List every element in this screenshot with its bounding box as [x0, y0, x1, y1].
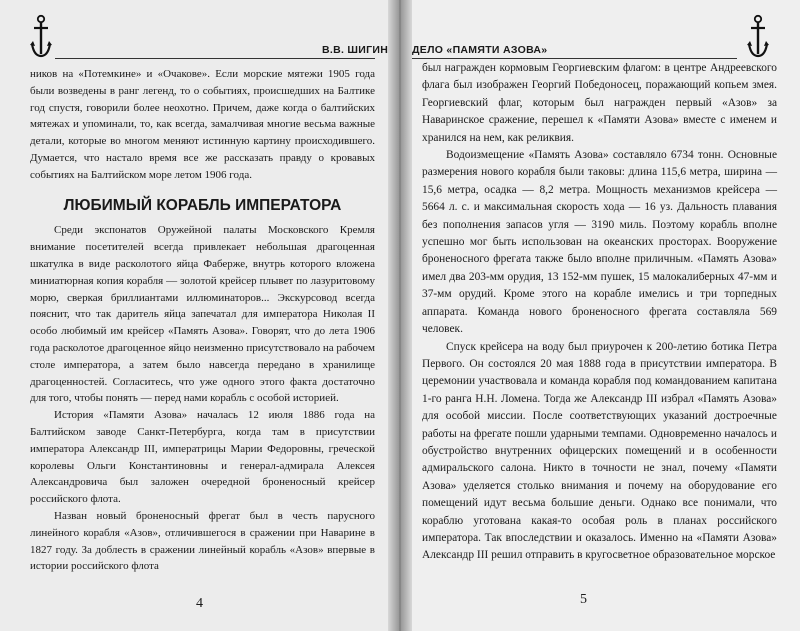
paragraph: Среди экспонатов Оружейной палаты Московского Кремля внимание посетителей всегда привлекает небольшая драгоценная шкатулка в виде расколотого яйца Фаберже, внутрь которого вложена миниатюрная копия корабля — золотой крейсер плывет по лазуритовому морю, сверкая бриллиантами иллюминаторов... Экскурсовод всегда пояснит, что так даритель яйца запечатал для императора Николая II особо любимый им крейсер «Память Азова». Говорят, что до лета 1906 года расколотое драгоценное яйцо неизменно присутствовало на рабочем столе императора, а затем было навсегда передано в хранилище драгоценностей. Согласитесь, что уже одного этого факта достаточно для того, чтобы понять — перед нами корабль с особой историей.: [30, 224, 375, 405]
paragraph: История «Памяти Азова» началась 12 июля 1886 года на Балтийском заводе Санкт-Петербурга, когда там в присутствии императора Александр III, императрицы Марии Федоровны, греческой королевы Ольги Константиновны и генерал-адмирала Алексея Александровича был заложен очередной броненосный крейсер российского флота.: [30, 409, 375, 506]
left-page: [0, 0, 398, 631]
right-page-text: [422, 60, 777, 565]
book-spine-gutter: [388, 0, 412, 631]
paragraph: Назван новый броненосный фрегат был в честь парусного линейного корабля «Азов», отличившегося в сражении при Наварине в 1827 году. За доблесть в сражении линейный корабль «Азов» впервые в истории российского флота: [30, 509, 375, 573]
anchor-icon: [30, 14, 52, 60]
paragraph: ников на «Потемкине» и «Очакове». Если морские мятежи 1905 года были возведены в ранг легенд, то о событиях, происшедших на Балтике год спустя, говорили более неохотно. Причем, даже когда о балтийских мятежах и упоминали, то, как всегда, замалчивая многие весьма важные детали, которые во многом меняют истинную картину происходившего. Думается, что настало время все же рассказать правду о кровавых событиях на Балтийском море летом 1906 года.: [30, 68, 375, 181]
right-page: [402, 0, 800, 631]
anchor-icon: [747, 14, 769, 60]
left-page-text: [30, 66, 375, 575]
running-header-title: ДЕЛО «ПАМЯТИ АЗОВА»: [412, 44, 548, 56]
paragraph: Водоизмещение «Память Азова» составляло 6734 тонн. Основные размерения нового корабля были таковы: длина 115,6 метра, ширина — 15,6 метра, осадка — 8,2 метра. Мощность механизмов крейсера — 5664 л. с. и максимальная скорость хода — 16 уз. Дальность плавания без пополнения запасов угля — 3190 миль. Поэтому корабль вполне успешно мог быть использован на океанских просторах. Вооружение броненосного фрегата также было вполне приличным. «Память Азова» имел два 203-мм орудия, 13 152-мм пушек, 15 малокалиберных 47-мм и 37-мм орудий. Кроме этого на корабле имелись и три торпедных аппарата. Команда нового броненосного фрегата составляла 569 человек.: [422, 149, 777, 336]
header-rule: [412, 58, 737, 59]
page-number: 4: [196, 596, 203, 611]
paragraph: Спуск крейсера на воду был приурочен к 200-летию ботика Петра Первого. Он состоялся 20 мая 1888 года в присутствии императора. В церемонии участвовала и команда корабля под командованием капитана 1-го ранга Н.Н. Ломена. Тогда же Александр III избрал «Память Азова» для особой миссии. После соответствующих указаний достроечные работы на фрегате пошли ударными темпами. Одновременно началось и обустройство внутренних офицерских помещений и в особенности адмиральского салона. Никто в точности не знал, почему «Памяти Азова» уделяется столько внимания и почему на оборудование его помещений идут весьма большие деньги. Однако все понимали, что кораблю уготована какая-то особая роль в планах российского императора. Так впоследствии и оказалось. Именно на «Памяти Азова» Александр III решил отправить в кругосветное образовательное морское: [422, 340, 777, 562]
page-number: 5: [580, 592, 587, 607]
running-header-author: В.В. ШИГИН: [322, 44, 389, 56]
header-rule: [55, 58, 375, 59]
paragraph: был награжден кормовым Георгиевским флагом: в центре Андреевского флага был изображен Георгий Победоносец, поражающий копьем змея. Георгиевский флаг, которым был награжден первый «Азов» за Наваринское сражение, перешел к «Памяти Азова» вместе с именем и хранился на нем, как реликвия.: [422, 62, 777, 144]
section-heading: ЛЮБИМЫЙ КОРАБЛЬ ИМПЕРАТОРА: [63, 196, 342, 214]
